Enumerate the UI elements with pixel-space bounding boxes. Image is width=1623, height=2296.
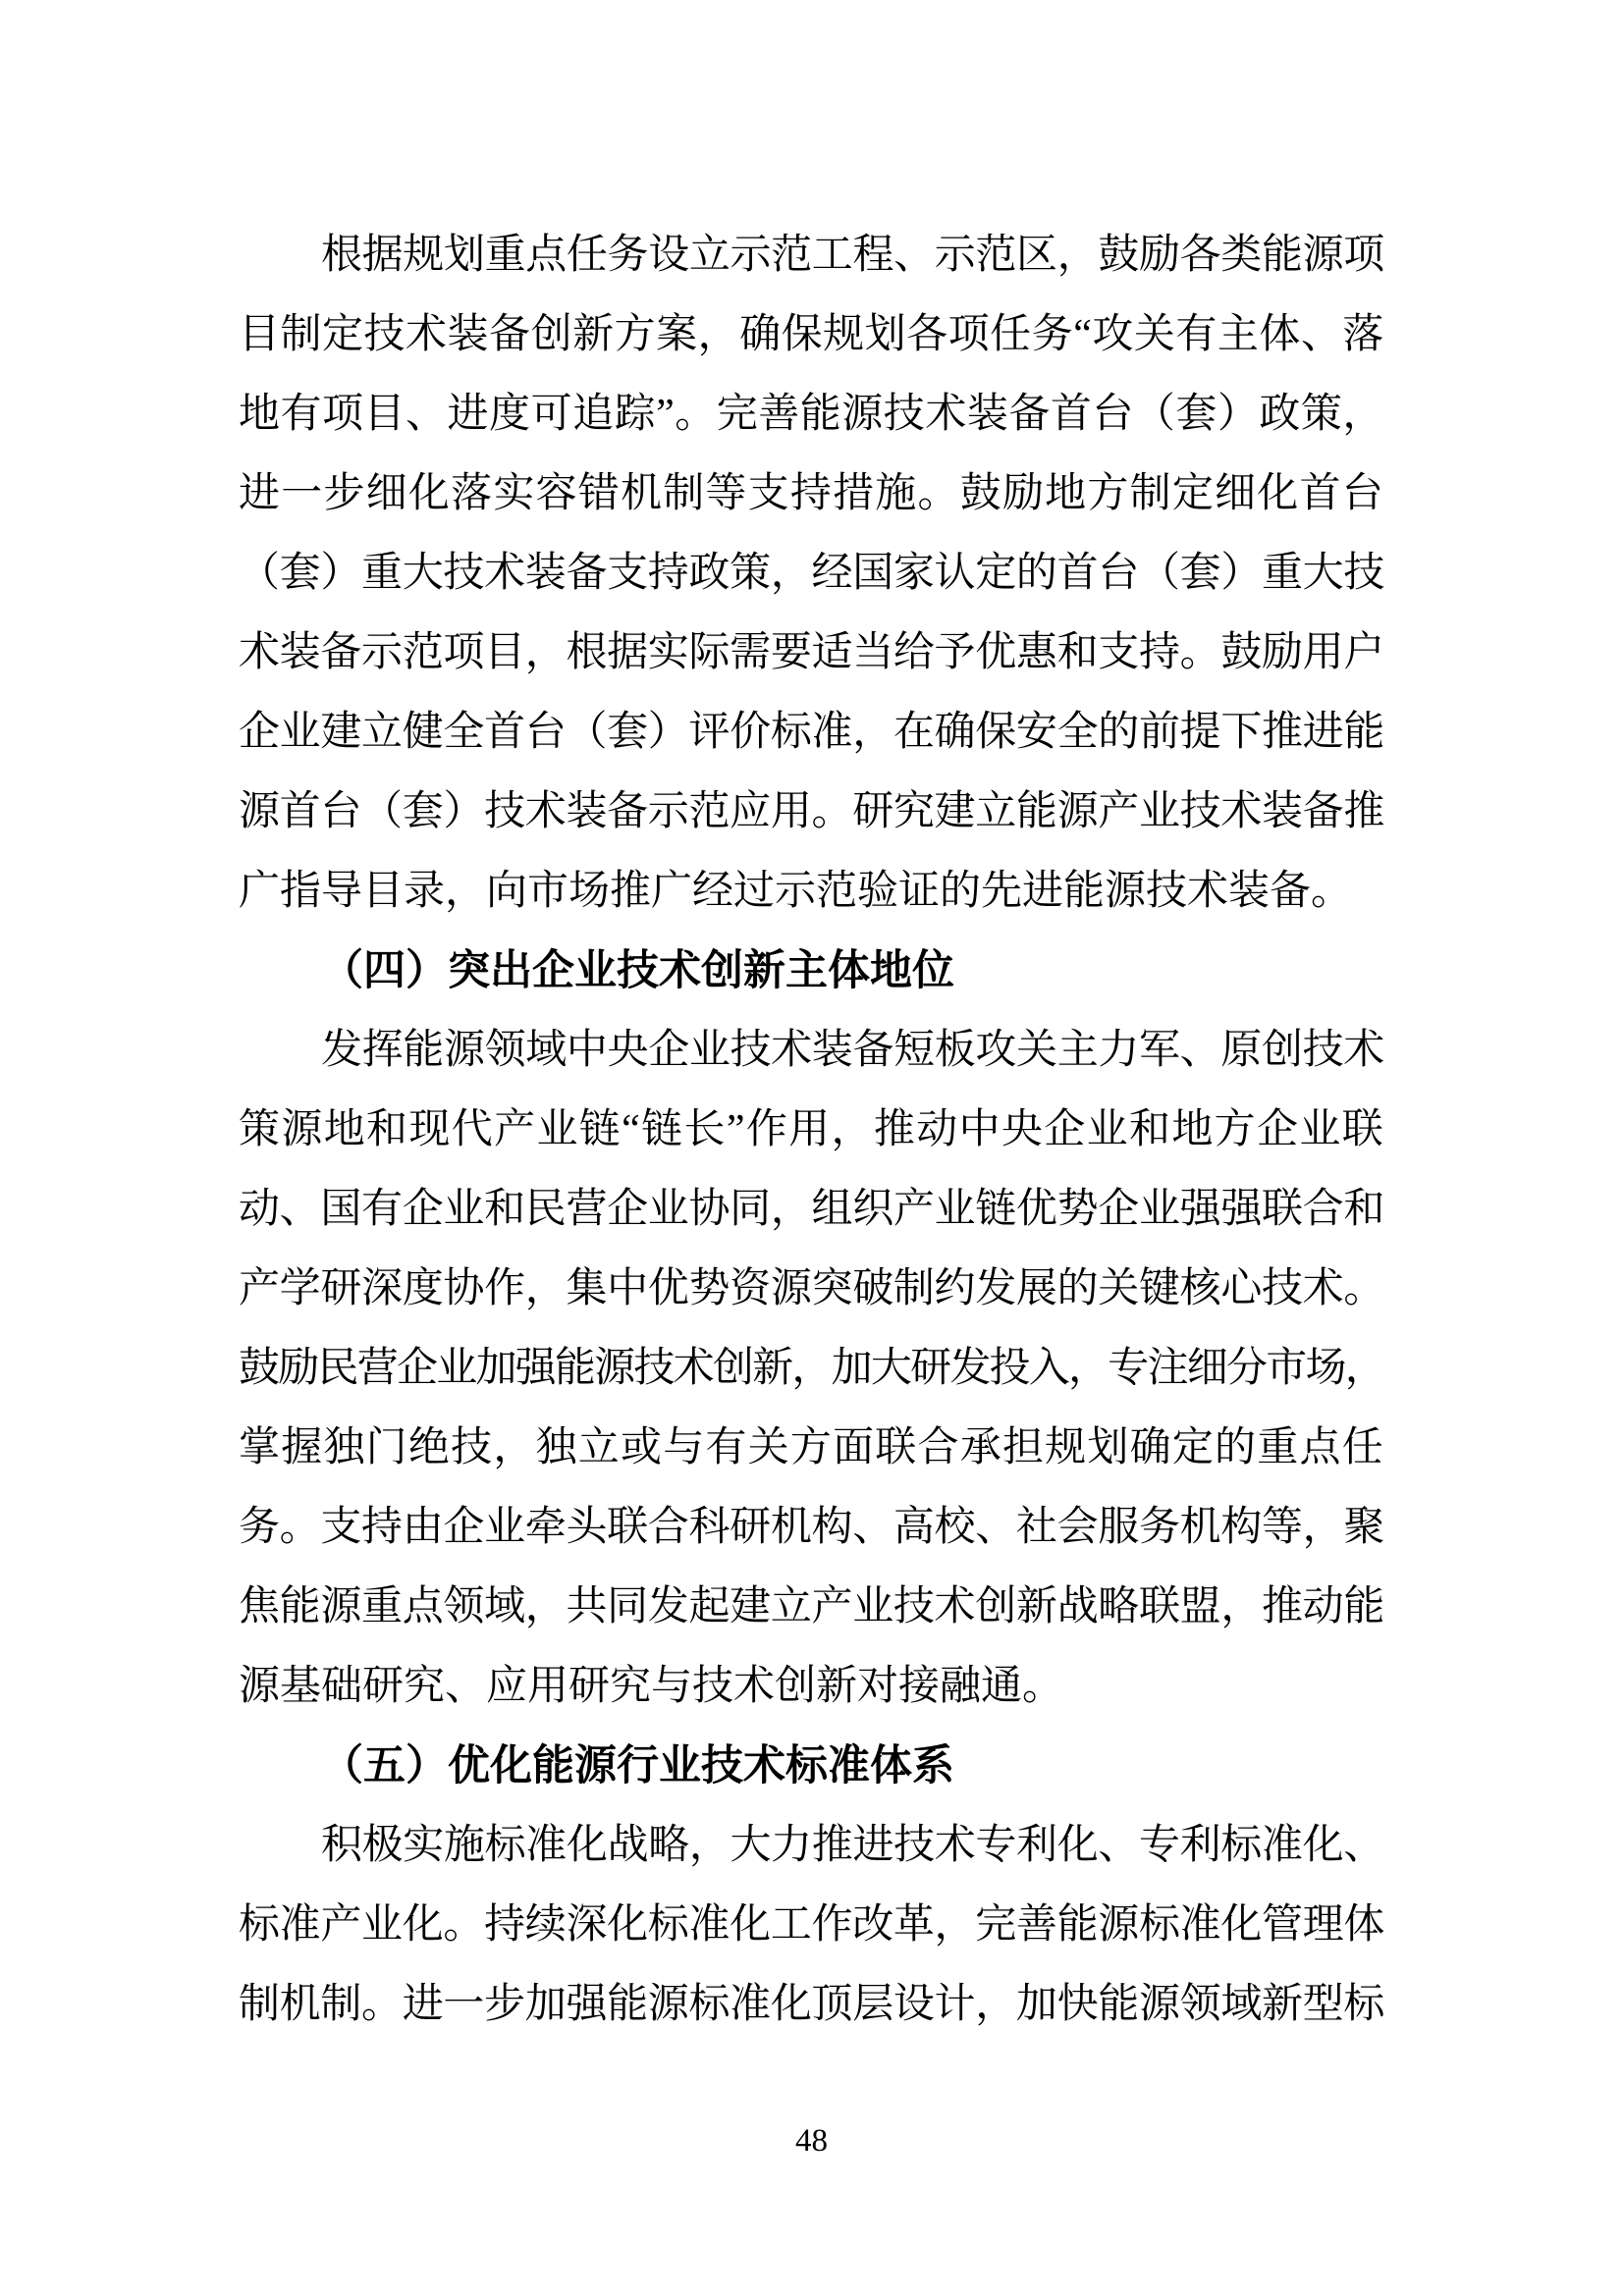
page-number: 48 — [795, 2123, 828, 2159]
text-line: 源首台（套）技术装备示范应用。研究建立能源产业技术装备推 — [239, 789, 1385, 834]
text-line: 掌握独门绝技，独立或与有关方面联合承担规划确定的重点任 — [239, 1425, 1384, 1470]
text-line: 地有项目、进度可追踪”。完善能源技术装备首台（套）政策， — [239, 392, 1384, 437]
text-line: 制机制。进一步加强能源标准化顶层设计，加快能源领域新型标 — [239, 1982, 1385, 2027]
text-line: 目制定技术装备创新方案，确保规划各项任务“攻关有主体、落 — [239, 312, 1384, 357]
text-line: （套）重大技术装备支持政策，经国家认定的首台（套）重大技 — [239, 551, 1385, 596]
text-line: 焦能源重点领域，共同发起建立产业技术创新战略联盟，推动能 — [239, 1584, 1385, 1629]
text-line: 广指导目录，向市场推广经过示范验证的先进能源技术装备。 — [239, 869, 1353, 914]
text-line: 动、国有企业和民营企业协同，组织产业链优势企业强强联合和 — [239, 1187, 1385, 1232]
text-line: 产学研深度协作，集中优势资源突破制约发展的关键核心技术。 — [239, 1266, 1385, 1311]
text-line: 术装备示范项目，根据实际需要适当给予优惠和支持。鼓励用户 — [239, 630, 1385, 675]
text-block — [239, 233, 1384, 2061]
text-line: 根据规划重点任务设立示范工程、示范区，鼓励各类能源项 — [321, 233, 1384, 278]
text-line: 标准产业化。持续深化标准化工作改革，完善能源标准化管理体 — [239, 1902, 1385, 1948]
text-line: 企业建立健全首台（套）评价标准，在确保安全的前提下推进能 — [239, 710, 1385, 755]
text-line: 鼓励民营企业加强能源技术创新，加大研发投入，专注细分市场， — [239, 1346, 1384, 1391]
text-line: 积极实施标准化战略，大力推进技术专利化、专利标准化、 — [321, 1823, 1384, 1868]
text-line: 发挥能源领域中央企业技术装备短板攻关主力军、原创技术 — [321, 1028, 1384, 1073]
text-line: 策源地和现代产业链“链长”作用，推动中央企业和地方企业联 — [239, 1107, 1385, 1152]
text-line: 源基础研究、应用研究与技术创新对接融通。 — [239, 1664, 1064, 1709]
heading-line: （五）优化能源行业技术标准体系 — [321, 1743, 954, 1789]
text-line: 进一步细化落实容错机制等支持措施。鼓励地方制定细化首台 — [239, 471, 1384, 516]
heading-line: （四）突出企业技术创新主体地位 — [321, 948, 954, 994]
text-line: 务。支持由企业牵头联合科研机构、高校、社会服务机构等，聚 — [239, 1505, 1385, 1550]
